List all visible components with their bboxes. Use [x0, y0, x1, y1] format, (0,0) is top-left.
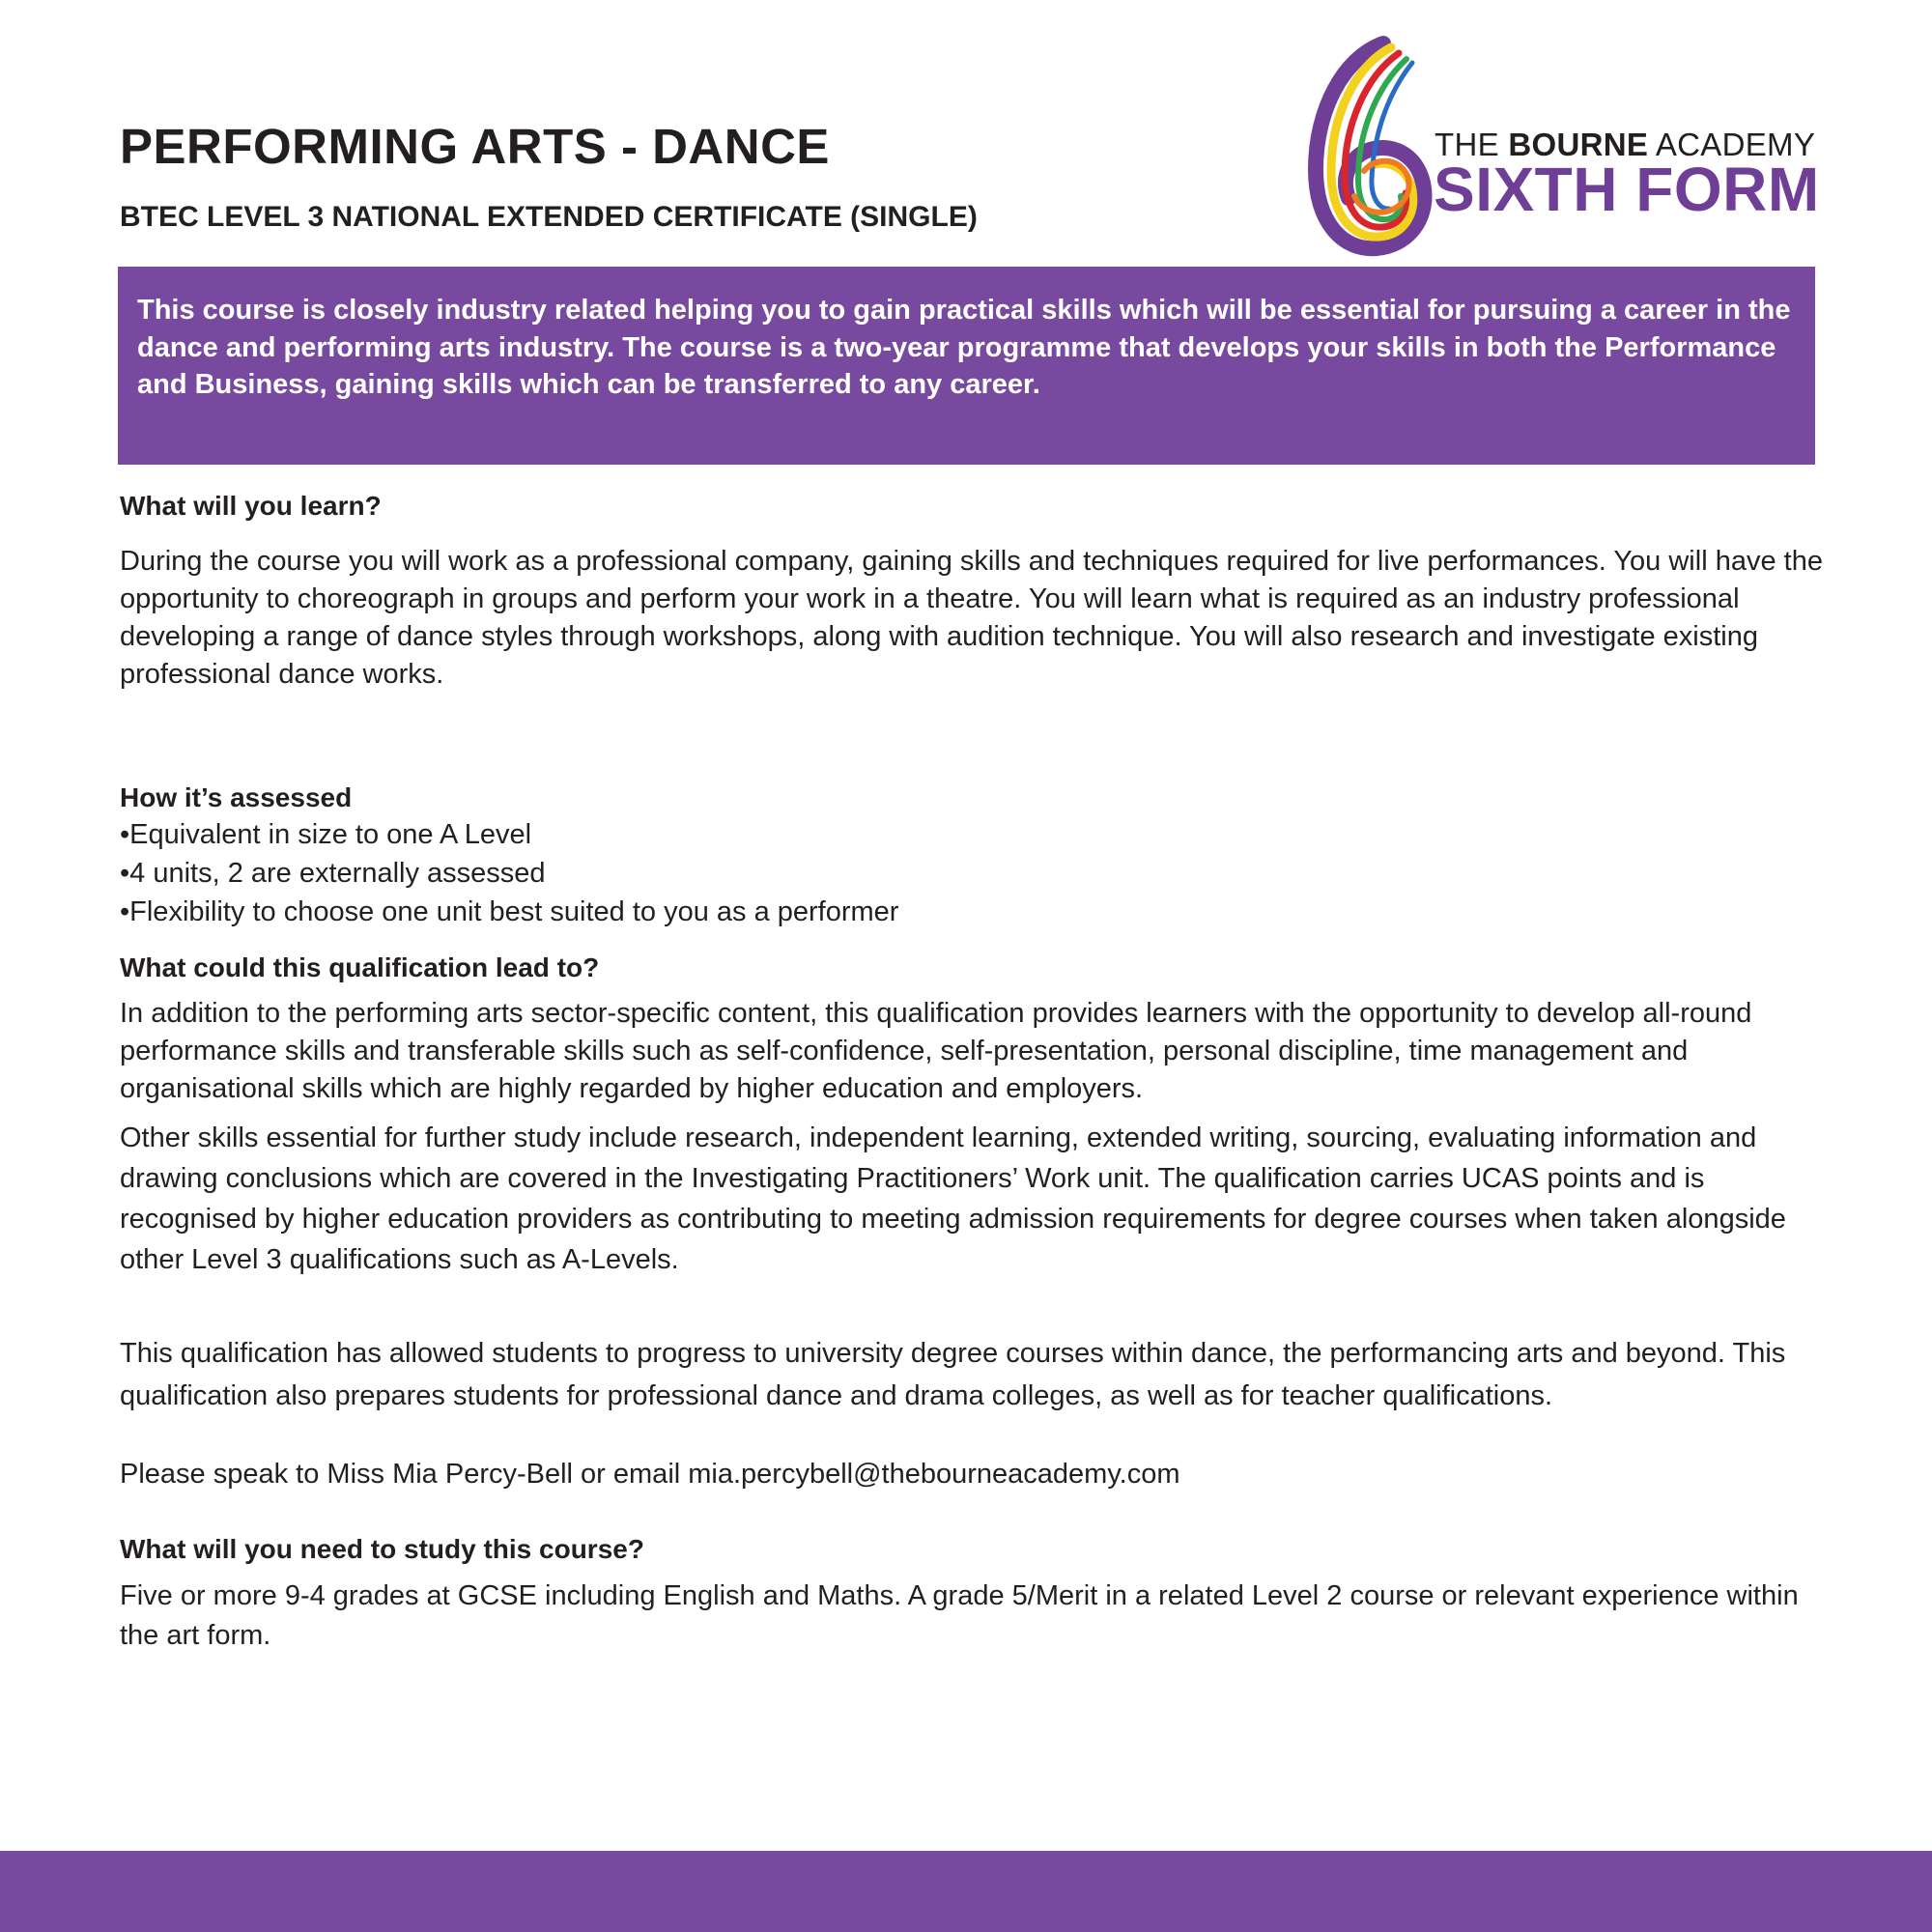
main-content [120, 489, 1830, 1656]
intro-banner [118, 267, 1815, 465]
lead-heading: What could this qualification lead to? [120, 952, 600, 982]
assessed-bullet: •Flexibility to choose one unit best suited to you as a performer [120, 896, 899, 927]
assessed-heading: How it’s assessed [120, 782, 353, 812]
logo-sixth-form: SIXTH FORM [1434, 155, 1820, 224]
intro-text: This course is closely industry related helping you to gain practical skills which will be essential for pursuing a career in the dance and performing arts industry. The course is a two-year programme that develops your skills in both the Performance and Business, gaining skills which can be transferred to any career. [137, 295, 1791, 400]
six-swirl-logo-icon [1294, 34, 1439, 261]
lead-paragraph-3: This qualification has allowed students to progress to university degree courses within dance, the performancing arts and beyond. This qualification also prepares students for professional dance and drama colleges, as well as for teacher qualifications. [120, 1338, 1786, 1411]
lead-paragraph-2: Other skills essential for further study include research, independent learning, extended writing, sourcing, evaluating information and drawing conclusions which are covered in the Investigating Practitioners’ Work unit. The qualification carries UCAS points and is recognised by higher education providers as contributing to meeting admission requirements for degree courses when taken alongside other Level 3 qualifications such as A-Levels. [120, 1122, 1786, 1275]
logo-academy-name: THE BOURNE ACADEMY [1435, 127, 1816, 162]
learn-heading: What will you learn? [120, 491, 382, 521]
school-logo [1294, 34, 1820, 261]
page-subtitle: BTEC LEVEL 3 NATIONAL EXTENDED CERTIFICATE (SINGLE) [120, 201, 978, 233]
assessed-bullet: •Equivalent in size to one A Level [120, 819, 532, 850]
footer-bar [0, 1851, 1932, 1932]
page-title: PERFORMING ARTS - DANCE [120, 119, 830, 174]
contact-text: Please speak to Miss Mia Percy-Bell or email mia.percybell@thebourneacademy.com [120, 1459, 1180, 1490]
learn-text: During the course you will work as a professional company, gaining skills and techniques required for live performances. You will have the opportunity to choreograph in groups and perform your work in a theatre. You will learn what is required as an industry professional developing a range of dance styles through workshops, along with audition technique. You will also research and investigate existing professional dance works. [120, 546, 1823, 690]
assessed-bullet: •4 units, 2 are externally assessed [120, 858, 546, 889]
lead-paragraph-1: In addition to the performing arts sector-specific content, this qualification provides learners with the opportunity to develop all-round performance skills and transferable skills such as self-confidence, self-presentation, personal discipline, time management and organisational skills which are highly regarded by higher education and employers. [120, 998, 1752, 1104]
requirements-text: Five or more 9-4 grades at GCSE including English and Maths. A grade 5/Merit in a related Level 2 course or relevant experience within the art form. [120, 1580, 1799, 1651]
requirements-heading: What will you need to study this course? [120, 1534, 644, 1564]
